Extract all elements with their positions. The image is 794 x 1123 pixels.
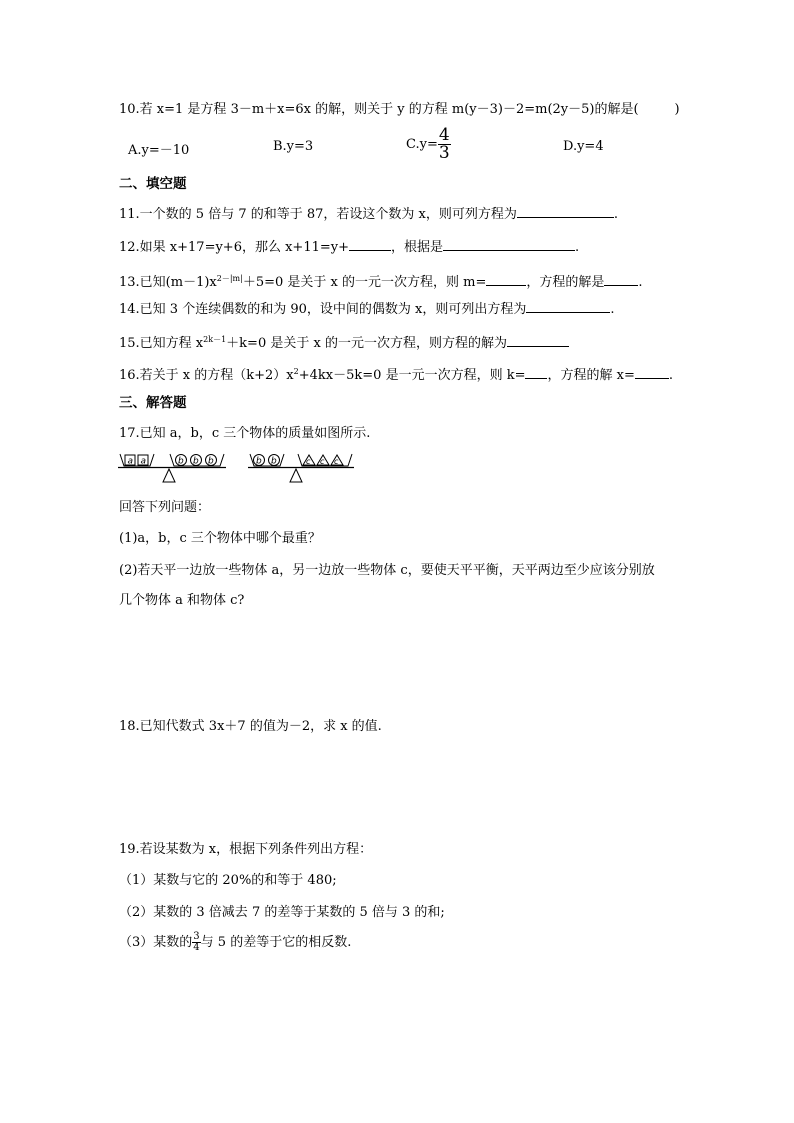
question-11: 11.一个数的 5 倍与 7 的和等于 87，若设这个数为 x，则可列方程为 .: [119, 207, 619, 222]
svg-text:b: b: [271, 456, 277, 467]
balance-scale-figure: [116, 448, 356, 490]
right-balance: [248, 454, 354, 482]
answer-blank: [517, 205, 614, 218]
question-17-part-1: (1)a，b，c 三个物体中哪个最重？: [119, 531, 321, 546]
question-10-text: 10.若 x=1 是方程 3－m＋x=6x 的解，则关于 y 的方程 m(y－3)－2=m(2y－5)的解是(: [119, 102, 639, 117]
answer-blank: [443, 238, 575, 251]
svg-text:c: c: [320, 457, 325, 466]
option-b: B.y=3: [273, 139, 314, 154]
section-fill-blank-heading: 二、填空题: [119, 176, 187, 192]
question-19-part-2: （2）某数的 3 倍减去 7 的差等于某数的 5 倍与 3 的和;: [119, 905, 445, 920]
option-c-fraction: $\frac{4}{3}$: [438, 125, 450, 163]
question-15: 15.已知方程 $x^{2k-1}+k=0$ 是关于 x 的一元一次方程，则方程的解为: [119, 331, 569, 353]
svg-text:c: c: [306, 457, 311, 466]
question-19-part-3: （3）某数的 $\frac{3}{4}$ 与 5 的差等于它的相反数.: [119, 931, 352, 953]
question-16: 16.若关于 x 的方程$(k+2)x^2+4kx-5k=0$ 是一元一次方程，则 k= ，方程的解 x= .: [119, 367, 673, 383]
question-17-part-2-line-2: 几个物体 a 和物体 c?: [119, 593, 245, 608]
svg-text:b: b: [208, 456, 214, 467]
question-19: 19.若设某数为 x，根据下列条件列出方程：: [119, 842, 373, 857]
svg-text:a: a: [140, 456, 147, 467]
svg-text:a: a: [127, 456, 134, 467]
answer-blank: [635, 366, 669, 379]
answer-blank: [525, 366, 547, 379]
answer-blank: [349, 238, 391, 251]
option-a: A.y=－10: [128, 143, 190, 158]
answer-blank: [507, 334, 569, 347]
svg-text:b: b: [193, 456, 199, 467]
option-c: [406, 127, 451, 162]
question-12: 12.如果 x+17=y+6，那么 x+11=y+ ，根据是 .: [119, 240, 580, 255]
question-18: 18.已知代数式 3x＋7 的值为－2，求 x 的值.: [119, 719, 382, 734]
answer-blank: [604, 273, 638, 286]
option-c-prefix: C.y=: [406, 137, 438, 152]
fraction-three-quarters: $\frac{3}{4}$: [193, 931, 200, 953]
question-14: 14.已知 3 个连续偶数的和为 90，设中间的偶数为 x，则可列出方程为 .: [119, 302, 615, 317]
question-10: [119, 101, 680, 119]
question-10-close: ): [674, 102, 680, 117]
left-balance: [118, 454, 226, 482]
svg-text:b: b: [178, 456, 184, 467]
svg-text:b: b: [256, 456, 262, 467]
option-d: D.y=4: [563, 139, 604, 154]
svg-text:c: c: [334, 457, 339, 466]
question-11-text: 11.一个数的 5 倍与 7 的和等于 87，若设这个数为 x，则可列方程为: [119, 207, 517, 222]
question-17: 17.已知 a，b，c 三个物体的质量如图所示.: [119, 426, 371, 441]
section-solve-heading: 三、解答题: [119, 395, 187, 411]
question-17-part-2-line-1: (2)若天平一边放一些物体 a，另一边放一些物体 c，要使天平平衡，天平两边至少应该分别放: [119, 563, 655, 578]
question-13: 13.已知$(m-1)x^{2-|m|}+5=0$ 是关于 x 的一元一次方程，则 m= ，方程的解是 .: [119, 274, 643, 290]
question-19-part-1: （1）某数与它的 20%的和等于 480;: [119, 873, 337, 888]
answer-blank: [486, 273, 526, 286]
answer-blank: [526, 300, 610, 313]
question-17-prompt: 回答下列问题：: [119, 500, 211, 515]
